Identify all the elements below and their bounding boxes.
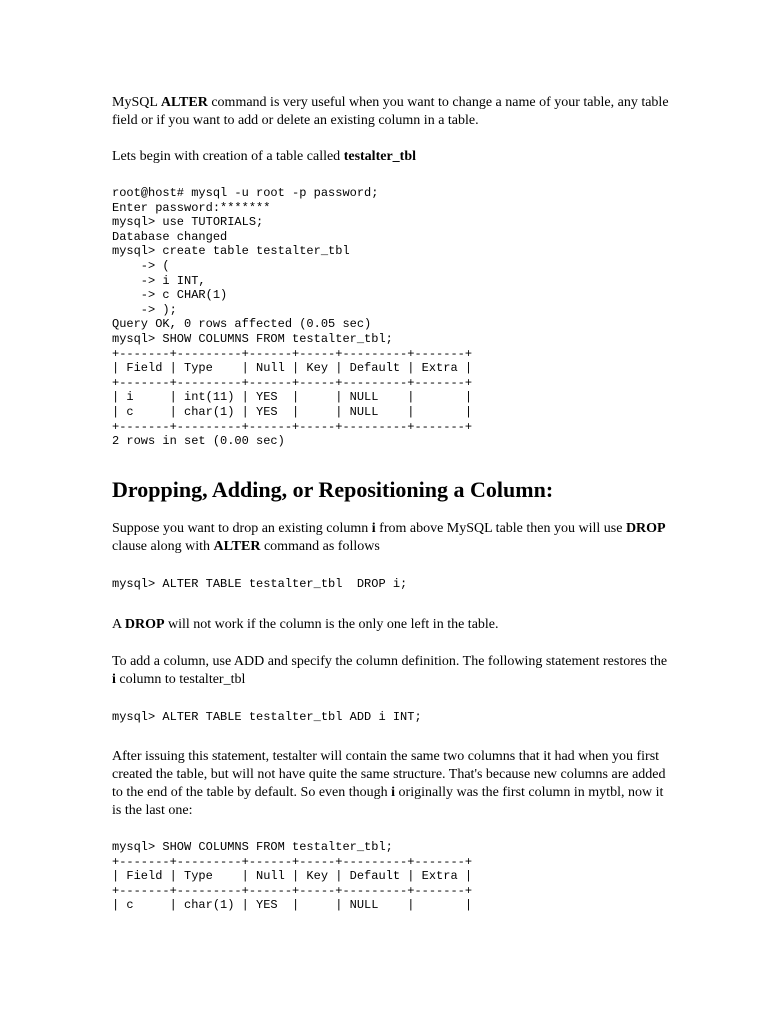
text-run: command is very useful when you want to change a name of your table, any table field or if you want to add or delete an existing column in a table.	[112, 95, 669, 128]
code-block-add: mysql> ALTER TABLE testalter_tbl ADD i INT;	[112, 710, 422, 724]
text-run: Lets begin with creation of a table called	[112, 149, 344, 164]
drop-intro-paragraph	[112, 520, 672, 556]
text-run: MySQL	[112, 95, 161, 110]
bold-keyword-drop: DROP	[625, 521, 666, 536]
section-heading: Dropping, Adding, or Repositioning a Column:	[112, 477, 554, 502]
code-block-create-table: root@host# mysql -u root -p password; Enter password:******* mysql> use TUTORIALS; Database changed mysql> create table testalter_tbl -> ( -> i INT, -> c CHAR(1) -> ); Query OK, 0 rows affected (0.05 sec) mysql> SHOW COLUMNS FROM testalter_tbl; +-------+---------+------+-----+---------+-------+ | Field | Type | Null | Key | Default | Extra | +-------+---------+------+-----+---------+-------+ | i | int(11) | YES | | NULL | | | c | char(1) | YES | | NULL | | +-------+---------+------+-----+---------+-------+ 2 rows in set (0.00 sec)	[112, 186, 473, 449]
text-run: After issuing this statement, testalter will contain the same two columns that it had when you first created the table, but will not have quite the same structure. That's because new columns are added to the end of the table by default. So even though	[112, 749, 666, 800]
structure-note-paragraph	[112, 748, 672, 820]
bold-keyword-alter: ALTER	[213, 539, 261, 554]
text-run: clause along with	[112, 539, 214, 554]
add-column-paragraph	[112, 653, 672, 689]
text-run: will not work if the column is the only one left in the table.	[164, 617, 499, 632]
text-run: column to testalter_tbl	[115, 672, 246, 687]
text-run: from above MySQL table then you will use	[375, 521, 626, 536]
bold-column-i: i	[112, 672, 116, 687]
text-run: command as follows	[260, 539, 380, 554]
code-block-show-columns: mysql> SHOW COLUMNS FROM testalter_tbl; +-------+---------+------+-----+---------+-------+ | Field | Type | Null | Key | Default | Extra | +-------+---------+------+-----+---------+-------+ | c | char(1) | YES | | NULL | |	[112, 840, 473, 913]
text-run: Suppose you want to drop an existing column	[112, 521, 372, 536]
bold-column-i: i	[391, 785, 396, 800]
bold-keyword-alter: ALTER	[160, 95, 208, 110]
bold-keyword-drop: DROP	[124, 617, 165, 632]
text-run: A	[112, 617, 125, 632]
drop-note-paragraph	[112, 616, 499, 634]
intro-paragraph	[112, 94, 672, 130]
bold-column-i: i	[371, 521, 376, 536]
code-block-drop: mysql> ALTER TABLE testalter_tbl DROP i;	[112, 577, 408, 591]
text-run: originally was the first column in mytbl, now it is the last one:	[112, 785, 664, 818]
bold-table-name: testalter_tbl	[343, 149, 416, 164]
create-table-paragraph	[112, 148, 416, 166]
text-run: To add a column, use ADD and specify the column definition. The following statement restores the	[112, 654, 668, 669]
